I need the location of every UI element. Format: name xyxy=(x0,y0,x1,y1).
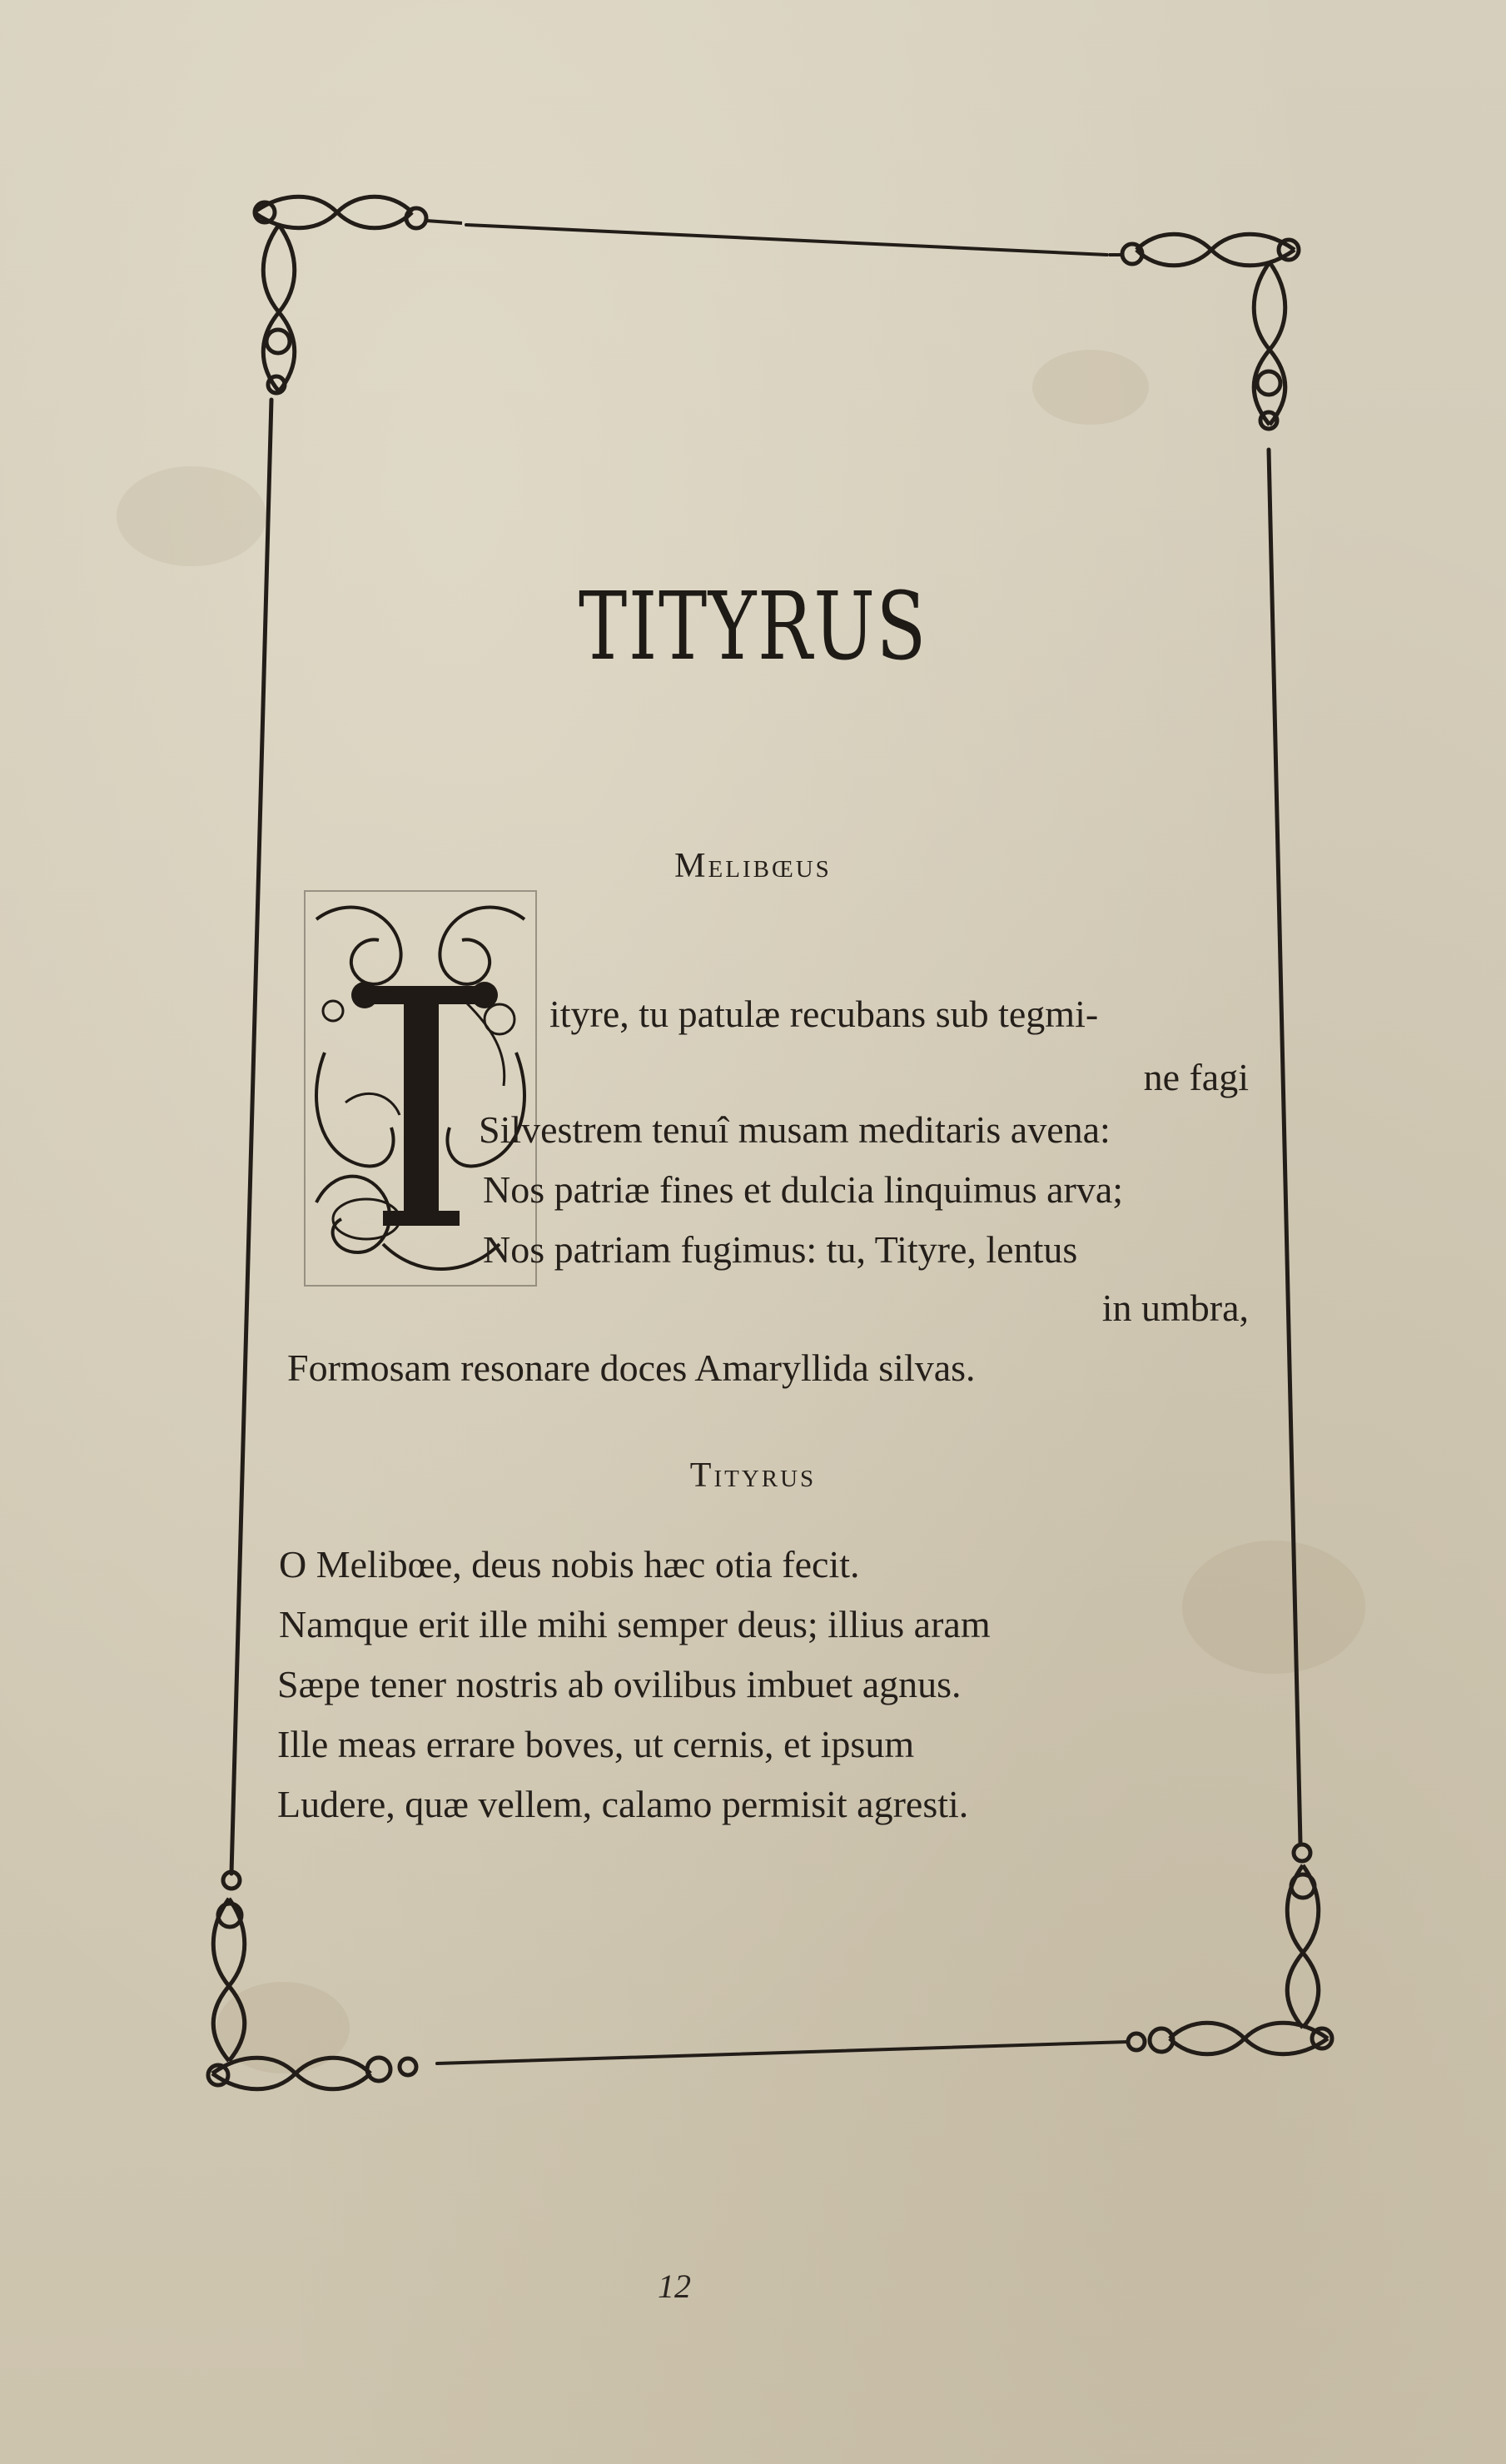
verse-line: Sæpe tener nostris ab ovilibus imbuet agnus. xyxy=(277,1663,962,1705)
corner-ornament-top-left xyxy=(254,197,462,393)
verse-line: Namque erit ille mihi semper deus; illius aram xyxy=(279,1603,991,1645)
verse-line: Nos patriæ fines et dulcia linquimus arva; xyxy=(483,1168,1124,1211)
poem-title: TITYRUS xyxy=(579,573,927,681)
verse-line: Silvestrem tenuî musam meditaris avena: xyxy=(479,1108,1111,1151)
verse-line: ne fagi xyxy=(1143,1056,1249,1098)
verse-line: Ludere, quæ vellem, calamo permisit agresti. xyxy=(277,1783,969,1825)
corner-ornament-bottom-left xyxy=(208,1872,416,2089)
page-number: 12 xyxy=(658,2267,691,2305)
verse-line: in umbra, xyxy=(1101,1287,1249,1329)
corner-ornament-top-right xyxy=(1109,234,1299,429)
verse-line: Formosam resonare doces Amaryllida silvas. xyxy=(287,1346,976,1389)
speaker-heading: Melibœus xyxy=(674,847,832,885)
speaker-heading: Tityrus xyxy=(689,1456,817,1495)
corner-ornament-bottom-right xyxy=(1128,1844,1332,2054)
verse-line: Nos patriam fugimus: tu, Tityre, lentus xyxy=(483,1228,1078,1271)
border-top-rule xyxy=(466,225,1107,255)
verse-line: Ille meas errare boves, ut cernis, et ipsum xyxy=(277,1723,915,1765)
verse-line: ityre, tu patulæ recubans sub tegmi- xyxy=(549,993,1099,1035)
verse-line: O Melibœe, deus nobis hæc otia fecit. xyxy=(279,1543,860,1585)
border-bottom-rule xyxy=(437,2042,1128,2063)
